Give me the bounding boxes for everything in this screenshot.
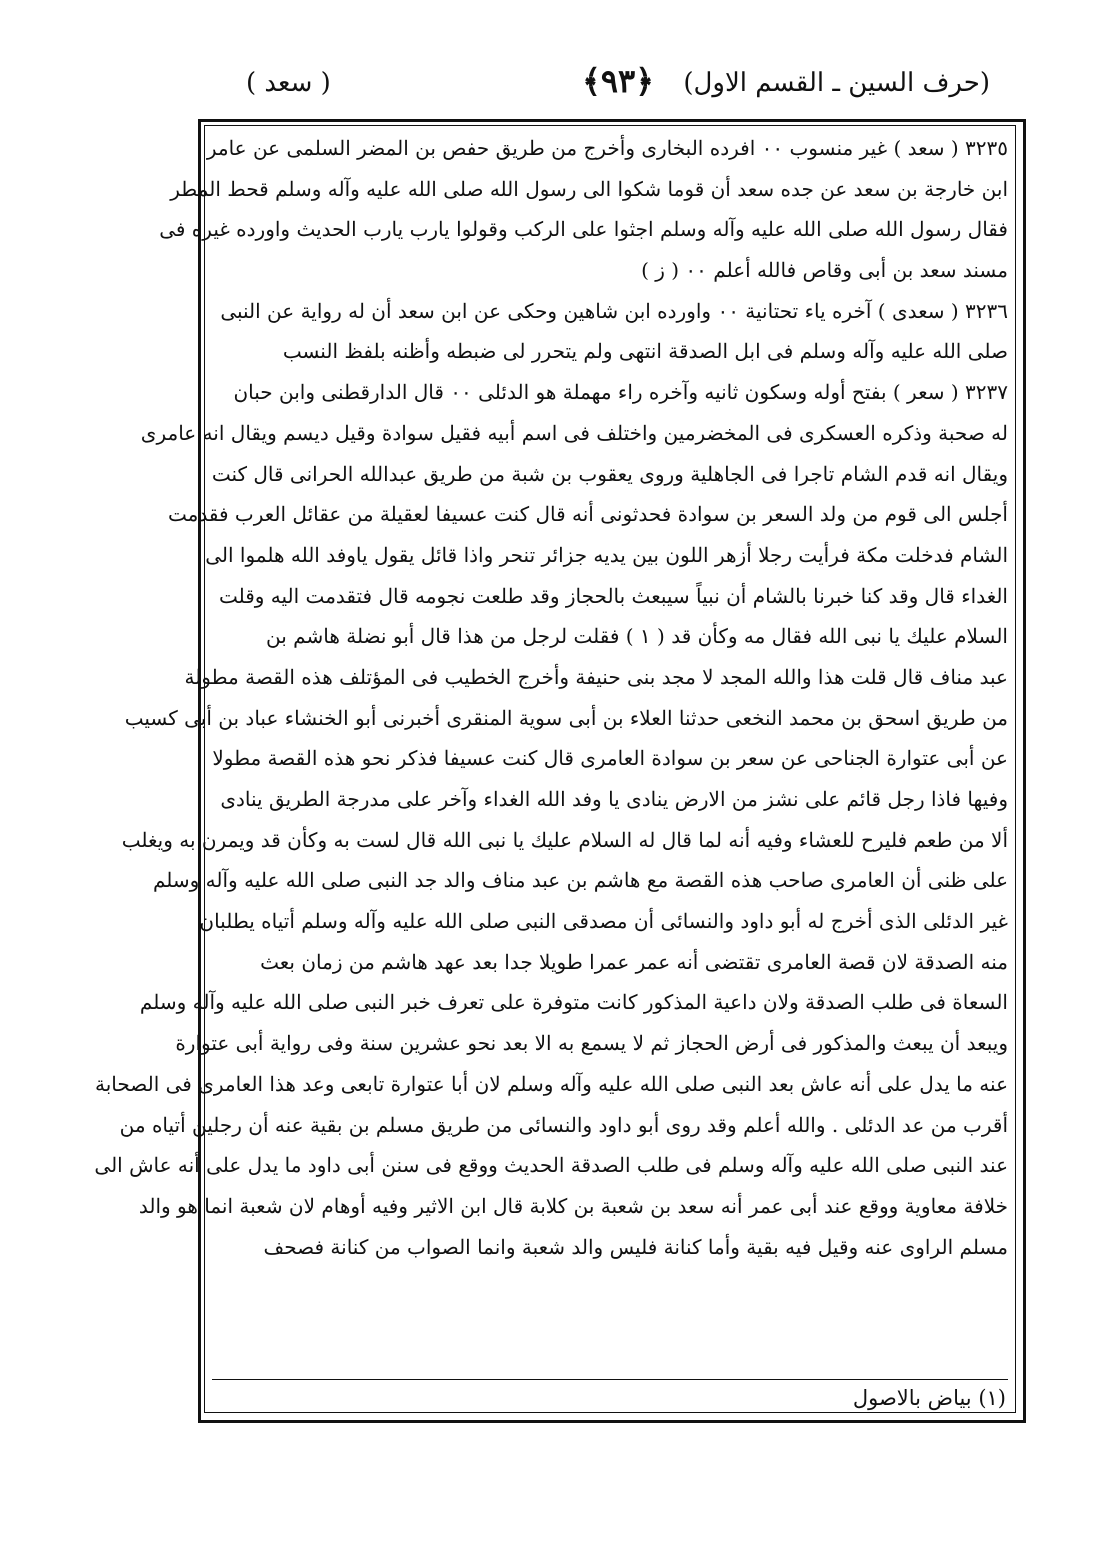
text-line: أجلس الى قوم من ولد السعر بن سوادة فحدثونى أنه قال كنت عسيفا لعقيلة من عقائل العرب فقدمت: [168, 502, 1008, 527]
body-text: [94, 128, 1008, 1267]
text-line: السلام عليك يا نبى الله فقال مه وكأن قد ( ١ ) فقلت لرجل من هذا قال أبو نضلة هاشم بن: [266, 624, 1008, 649]
page-header: [238, 62, 998, 108]
text-line: ويقال انه قدم الشام تاجرا فى الجاهلية وروى يعقوب بن شبة من طريق عبدالله الحرانى قال كنت: [211, 461, 1008, 486]
text-line: ألا من طعم فليرح للعشاء وفيه أنه لما قال له السلام عليك يا نبى الله قال لست به وكأن قد ويمرن به ويغلب: [121, 827, 1008, 852]
text-line: غير الدئلى الذى أخرج له أبو داود والنسائى أن مصدقى النبى صلى الله عليه وآله وسلم أتياه يطلبان: [199, 909, 1008, 934]
text-line: على ظنى أن العامرى صاحب هذه القصة مع هاشم بن عبد مناف والد جد النبى صلى الله عليه وآله وسلم: [152, 868, 1008, 893]
text-line: صلى الله عليه وآله وسلم فى ابل الصدقة انتهى ولم يتحرر لى ضبطه وأظنه بلفظ النسب: [282, 339, 1008, 364]
text-line: ٣٢٣٥ ( سعد ) غير منسوب ٠٠ افرده البخارى وأخرج من طريق حفص بن المضر السلمى عن عامر: [206, 136, 1008, 160]
text-line: ابن خارجة بن سعد عن جده سعد أن قوما شكوا الى رسول الله صلى الله عليه وآله وسلم قحط المطر: [170, 176, 1008, 201]
text-line: مسلم الراوى عنه وقيل فيه بقية وأما كنانة فليس والد شعبة وانما الصواب من كنانة فصحف: [263, 1234, 1008, 1259]
page-number: ﴿٩٣﴾: [582, 62, 654, 100]
text-line: أقرب من عد الدئلى . والله أعلم وقد روى أبو داود والنسائى من طريق مسلم بن بقية عنه أن رجلين أتياه من: [119, 1112, 1008, 1137]
text-line: خلافة معاوية ووقع عند أبى عمر أنه سعد بن شعبة بن كلابة قال ابن الاثير وفيه أوهام لان شعبة انما هو والد: [138, 1193, 1008, 1218]
section-title: (حرف السين ـ القسم الاول): [683, 68, 990, 98]
text-line: مسند سعد بن أبى وقاص فالله أعلم ٠٠ ( ز ): [641, 258, 1008, 283]
text-line: ٣٢٣٧ ( سعر ) بفتح أوله وسكون ثانيه وآخره راء مهملة هو الدئلى ٠٠ قال الدارقطنى وابن حبان: [233, 380, 1008, 405]
footnote-divider: [212, 1379, 1008, 1380]
text-line: السعاة فى طلب الصدقة ولان داعية المذكور كانت متوفرة على تعرف خبر النبى صلى الله عليه وآله وسلم: [139, 990, 1008, 1015]
text-line: فقال رسول الله صلى الله عليه وآله وسلم اجثوا على الركب وقولوا يارب يارب الحديث واورده غيره فى: [159, 217, 1008, 242]
text-line: الشام فدخلت مكة فرأيت رجلا أزهر اللون بين يديه جزائر تنحر واذا قائل يقول ياوفد الله هلموا الى: [205, 542, 1008, 567]
text-line: عن أبى عتوارة الجناحى عن سعر بن سوادة العامرى قال كنت عسيفا فذكر نحو هذه القصة مطولا: [212, 746, 1008, 771]
text-line: له صحبة وذكره العسكرى فى المخضرمين واختلف فى اسم أبيه فقيل سوادة وقيل ديسم ويقال انه عامرى: [140, 420, 1008, 445]
text-line: وفيها فاذا رجل قائم على نشز من الارض ينادى يا وفد الله الغداء وآخر على مدرجة الطريق ينادى: [220, 787, 1008, 811]
text-line: عند النبى صلى الله عليه وآله وسلم فى طلب الصدقة الحديث ووقع فى سنن أبى داود ما يدل على أنه عاش الى: [94, 1153, 1008, 1178]
text-line: ٣٢٣٦ ( سعدى ) آخره ياء تحتانية ٠٠ واورده ابن شاهين وحكى عن ابن سعد أن له رواية عن النبى: [220, 298, 1008, 323]
text-line: عبد مناف قال قلت هذا والله المجد لا مجد بنى حنيفة وأخرج الخطيب فى المؤتلف هذه القصة مطولة: [184, 664, 1008, 689]
text-line: منه الصدقة لان قصة العامرى تقتضى أنه عمر عمرا طويلا جدا بعد عهد هاشم من زمان بعث: [260, 949, 1008, 974]
footnote: (١) بياض بالاصول: [852, 1386, 1006, 1410]
text-line: عنه ما يدل على أنه عاش بعد النبى صلى الله عليه وآله وسلم لان أبا عتوارة تابعى وعد هذا العامرى فى الصحابة: [94, 1071, 1008, 1096]
text-line: ويبعد أن يبعث والمذكور فى أرض الحجاز ثم لا يسمع به الا بعد نحو عشرين سنة وفى رواية أبى عتوارة: [175, 1031, 1008, 1056]
text-line: من طريق اسحق بن محمد النخعى حدثنا العلاء بن أبى سوية المنقرى أخبرنى أبو الخنشاء عباد بن أبى كسيب: [124, 705, 1008, 730]
running-name: ( سعد ): [246, 68, 331, 98]
text-line: الغداء قال وقد كنا خبرنا بالشام أن نبياً سيبعث بالحجاز وقد طلعت نجومه قال فتقدمت اليه وقلت: [218, 583, 1008, 608]
